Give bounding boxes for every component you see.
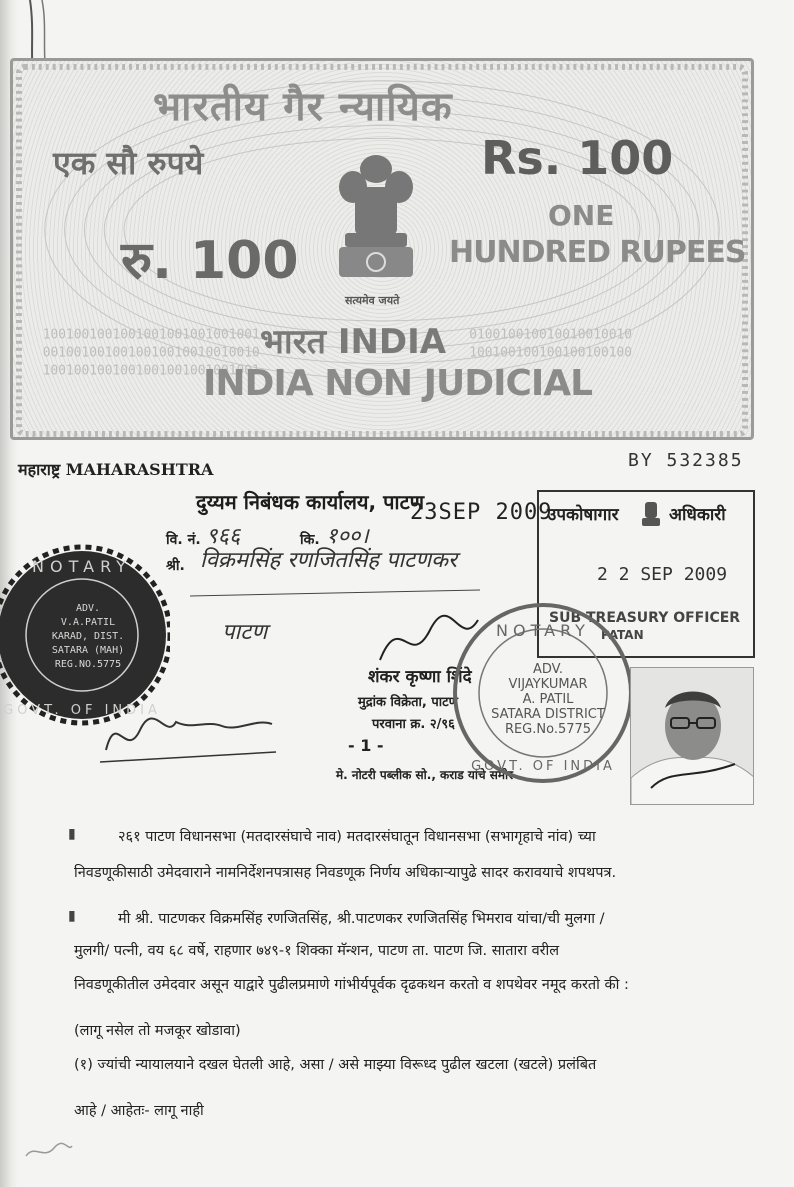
treasury-label-right: अधिकारी xyxy=(669,505,726,525)
stamp-value-words-2: HUNDRED RUPEES xyxy=(449,235,746,270)
registrar-office: दुय्यम निबंधक कार्यालय, पाटण xyxy=(196,490,425,514)
affidavit-line-3: मी श्री. पाटणकर विक्रमसिंह रणजितसिंह, श्री.पाटणकर रणजितसिंह भिमराव यांचा/ची मुलगा / xyxy=(118,911,605,927)
vendor-license: परवाना क्र. २/९६ xyxy=(372,717,455,732)
stamp-motto: सत्यमेव जयते xyxy=(345,294,400,307)
affidavit-line-7: (१) ज्यांची न्यायालयाने दखल घेतली आहे, असा / असे माझ्या विरूध्द पुढील खटला (खटले) प्रलंबित xyxy=(74,1057,597,1073)
notary-left-line2: V.A.PATIL xyxy=(60,617,116,628)
price-label: कि. xyxy=(300,532,320,548)
svg-text:100100100100100100100: 100100100100100100100 xyxy=(469,345,633,361)
stamp-country: भारत INDIA xyxy=(260,322,447,362)
treasury-date: 2 2 SEP 2009 xyxy=(597,564,728,585)
registrar-date: 23SEP 2009 xyxy=(410,500,553,525)
stamp-type: INDIA NON JUDICIAL xyxy=(203,363,593,404)
corner-scribble-icon xyxy=(24,1138,74,1164)
notary-left-line4: SATARA (MAH) xyxy=(51,645,125,656)
treasury-place: PATAN xyxy=(601,628,644,642)
name-label: श्री. xyxy=(166,558,185,574)
treasury-label-left: उपकोषागार xyxy=(547,505,619,525)
price-value: १००। xyxy=(326,524,369,549)
notary-left-line5: REG.NO.5775 xyxy=(54,659,122,670)
affidavit-line-5: निवडणूकीतील उमेदवार असून याद्वारे पुढीलप्रमाणे गांभीर्यपूर्वक दृढकथन करतो व शपथेवर नमूद करतो की : xyxy=(74,977,629,993)
person-photo-icon xyxy=(631,668,754,805)
state-label: महाराष्ट्र MAHARASHTRA xyxy=(18,460,214,479)
serial-value: ९६६ xyxy=(206,524,241,549)
stamp-value-words-1: ONE xyxy=(548,199,615,232)
svg-text:GOVT. OF INDIA: GOVT. OF INDIA xyxy=(471,759,615,774)
svg-text:NOTARY: NOTARY xyxy=(32,557,132,576)
place-value: पाटण xyxy=(222,620,268,645)
affidavit-line-2: निवडणूकीसाठी उमेदवाराने नामनिर्देशनपत्रासह निवडणूक निर्णय अधिकाऱ्यापुढे सादर करावयाचे शपथपत्र. xyxy=(74,865,617,881)
notary-round-text xyxy=(488,662,608,737)
notary-round-line3: A. PATIL xyxy=(522,692,574,707)
svg-text:1001001001001001001001001001: 1001001001001001001001001001 xyxy=(42,363,260,379)
svg-text:1001001001001001001001001001: 1001001001001001001001001001 xyxy=(42,327,260,343)
affidavit-line-4: मुलगी/ पत्नी, वय ६८ वर्षे, राहणार ७४९-१ शिक्का मॅन्शन, पाटण ता. पाटण जि. सातारा वरील xyxy=(74,943,560,959)
vendor-number: - 1 - xyxy=(348,736,384,755)
affidavit-line-6: (लागू नसेल तो मजकूर खोडावा) xyxy=(74,1023,241,1039)
emblem-small-icon xyxy=(639,498,663,528)
stamp-value-rs: Rs. 100 xyxy=(481,131,674,185)
svg-text:GOVT. OF INDIA: GOVT. OF INDIA xyxy=(3,703,161,718)
stamp-value-hindi: एक सौ रुपये xyxy=(53,144,204,182)
notary-round-line5: REG.No.5775 xyxy=(504,722,592,737)
name-value: विक्रमसिंह रणजितसिंह पाटणकर xyxy=(200,548,458,573)
svg-text:010010010010010010010: 010010010010010010010 xyxy=(469,327,633,343)
treasury-officer: SUB TREASURY OFFICER xyxy=(549,610,741,626)
margin-mark: ▮ xyxy=(68,908,76,924)
notary-left-text xyxy=(44,602,132,672)
stamp-value-ru: रु. 100 xyxy=(121,231,299,291)
stamp-title: भारतीय गैर न्यायिक xyxy=(153,84,453,130)
notary-round-line1: ADV. xyxy=(532,662,564,677)
vendor-footer: मे. नोटरी पब्लीक सो., कराड यांचे समोर xyxy=(336,768,514,782)
stamp-paper xyxy=(10,58,754,440)
margin-mark: ▮ xyxy=(68,826,76,842)
vendor-name: शंकर कृष्णा शिंदे xyxy=(368,667,472,687)
signature-left-icon xyxy=(96,700,286,770)
svg-text:NOTARY: NOTARY xyxy=(496,621,590,640)
candidate-photo xyxy=(630,667,754,805)
svg-text:0010010010010010010010010010: 0010010010010010010010010010 xyxy=(42,345,260,361)
notary-round-line4: SATARA DISTRICT xyxy=(491,707,605,722)
notary-left-line3: KARAD, DIST. xyxy=(51,631,125,642)
vendor-title: मुद्रांक विक्रेता, पाटण xyxy=(358,695,459,710)
national-emblem-icon xyxy=(331,147,421,287)
affidavit-line-8: आहे / आहेतः- लागू नाही xyxy=(74,1103,204,1119)
serial-label: वि. नं. xyxy=(166,532,201,548)
serial-number: BY 532385 xyxy=(628,450,744,471)
notary-left-line1: ADV. xyxy=(75,603,101,614)
notary-round-line2: VIJAYKUMAR xyxy=(508,677,588,692)
affidavit-line-1: २६१ पाटण विधानसभा (मतदारसंघाचे नाव) मतदारसंघातून विधानसभा (सभागृहाचे नांव) च्या xyxy=(118,829,596,845)
